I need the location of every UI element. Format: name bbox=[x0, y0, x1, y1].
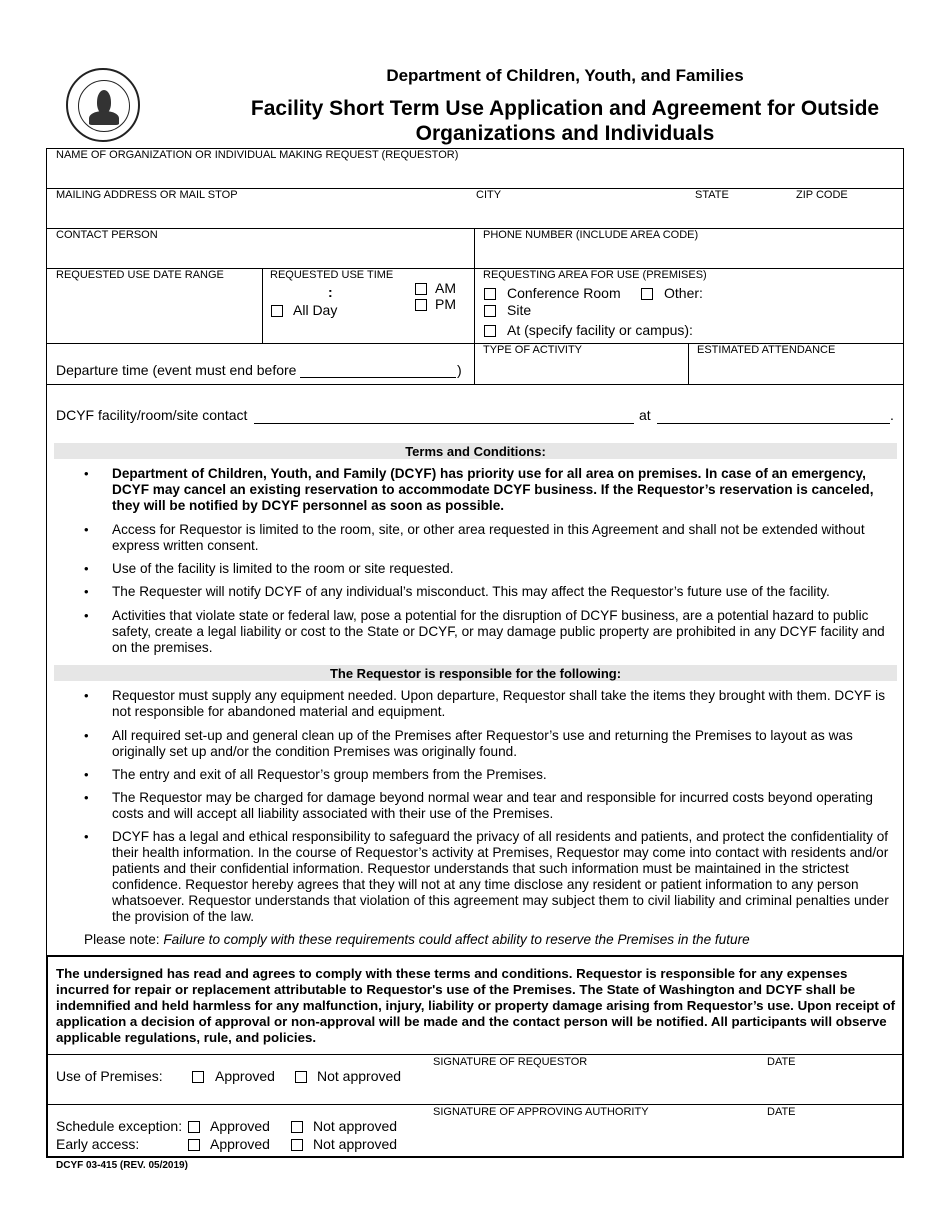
row-divider bbox=[46, 384, 904, 385]
bullet: • bbox=[84, 767, 89, 782]
early-access-not-approved-checkbox[interactable] bbox=[291, 1139, 303, 1151]
schedule-not-approved-label: Not approved bbox=[313, 1118, 398, 1134]
terms-item: Department of Children, Youth, and Family (DCYF) has priority use for all area on premises. In case of an emergency, DCYF may cancel an existing reservation to accommodate DCYF business. If the Requestor’s reservation is canceled, they will be notified by DCYF personnel as soon as possible. bbox=[112, 466, 874, 513]
at-facility-checkbox[interactable] bbox=[484, 325, 496, 337]
dcyf-contact-label: DCYF facility/room/site contact bbox=[56, 407, 248, 423]
departure-close-paren: ) bbox=[457, 362, 462, 378]
terms-item: Activities that violate state or federal law, pose a potential for the disruption of DCYF business, are a potential hazard to public safety, create a legal liability or cost to the State or DCYF, or may damage public property are prohibited in any DCYF facility and on the premises. bbox=[112, 608, 885, 655]
responsibility-item: The Requestor may be charged for damage beyond normal wear and tear and responsible for incurred costs beyond operating costs and will accept all liability associated with their use of the Premises. bbox=[112, 790, 873, 821]
other-checkbox[interactable] bbox=[641, 288, 653, 300]
signature-authority-field[interactable] bbox=[430, 1120, 760, 1154]
city-label: CITY bbox=[476, 189, 502, 201]
mailing-address-field[interactable] bbox=[50, 202, 470, 226]
terms-item: Access for Requestor is limited to the room, site, or other area requested in this Agreement and shall not be extended without express written consent. bbox=[112, 522, 865, 553]
responsibility-item: Requestor must supply any equipment needed. Upon departure, Requestor shall take the items they brought with them. DCYF is not responsible for abandoned material and equipment. bbox=[112, 688, 885, 719]
schedule-exception-label: Schedule exception: bbox=[56, 1118, 183, 1134]
terms-item: The Requester will notify DCYF of any individual’s misconduct. This may affect the Requestor’s future use of the facility. bbox=[112, 584, 830, 599]
requestor-date-field[interactable] bbox=[765, 1070, 897, 1100]
seal-inner-ring bbox=[78, 80, 130, 132]
estimated-attendance-label: ESTIMATED ATTENDANCE bbox=[697, 344, 836, 356]
all-day-label: All Day bbox=[293, 302, 338, 318]
contact-person-label: CONTACT PERSON bbox=[56, 229, 158, 241]
early-access-label: Early access: bbox=[56, 1136, 140, 1152]
phone-number-label: PHONE NUMBER (INCLUDE AREA CODE) bbox=[483, 229, 699, 241]
use-of-premises-label: Use of Premises: bbox=[56, 1068, 163, 1084]
bullet: • bbox=[84, 790, 89, 805]
type-of-activity-label: TYPE OF ACTIVITY bbox=[483, 344, 583, 356]
responsibility-item: The entry and exit of all Requestor’s group members from the Premises. bbox=[112, 767, 547, 782]
all-day-checkbox[interactable] bbox=[271, 305, 283, 317]
am-label: AM bbox=[435, 280, 456, 296]
responsibility-item: All required set-up and general clean up of the Premises after Requestor’s use and returning the Premises to layout as was originally set up and/or the condition Premises was originally found. bbox=[112, 728, 853, 759]
seal-portrait-body bbox=[89, 111, 119, 125]
responsibilities-heading: The Requestor is responsible for the following: bbox=[329, 666, 622, 681]
at-facility-label: At (specify facility or campus): bbox=[507, 322, 693, 338]
date-range-field[interactable] bbox=[50, 284, 258, 340]
site-checkbox[interactable] bbox=[484, 305, 496, 317]
bullet: • bbox=[84, 584, 89, 599]
pm-label: PM bbox=[435, 296, 456, 312]
terms-item: Use of the facility is limited to the room or site requested. bbox=[112, 561, 454, 576]
zip-code-field[interactable] bbox=[796, 202, 900, 226]
please-note-prefix: Please note: bbox=[84, 932, 164, 947]
please-note bbox=[84, 932, 900, 947]
area-for-use-label: REQUESTING AREA FOR USE (PREMISES) bbox=[483, 269, 707, 281]
please-note-text: Failure to comply with these requirements could affect ability to reserve the Premises in the future bbox=[163, 932, 750, 947]
signature-authority-label: SIGNATURE OF APPROVING AUTHORITY bbox=[433, 1106, 649, 1118]
authority-date-label: DATE bbox=[767, 1106, 796, 1118]
contact-person-field[interactable] bbox=[50, 242, 470, 266]
responsibility-item: DCYF has a legal and ethical responsibility to safeguard the privacy of all residents and patients, and protect the confidentiality of their health information. In the course of Requestor’s activity at Premises, Requestor may come into contact with residents and/or patients and their confidential information. Requestor understands that such information must be maintained in the strictest confidence. Requestor hereby agrees that they will not at any time disclose any resident or patient information to any person whatsoever. Requestor understands that violation of this agreement may subject them to civil liability and criminal penalties under the provision of the law. bbox=[112, 829, 889, 924]
time-colon: : bbox=[328, 284, 333, 300]
agreement-text: The undersigned has read and agrees to comply with these terms and conditions. Requestor is responsible for any expenses incurred for repair or replacement attributable to Requestor's use of the Premises. The State of Washington and DCYF shall be indemnified and held harmless for any malfunction, injury, liability or property damage arising from Requestor’s use. Upon receipt of application a decision of approval or non-approval will be made and the contact person will be notified. All participants will observe applicable regulations, rule, and policies. bbox=[56, 966, 896, 1045]
dcyf-contact-at-label: at bbox=[639, 407, 651, 423]
column-divider bbox=[474, 228, 475, 384]
terms-heading: Terms and Conditions: bbox=[405, 444, 546, 459]
schedule-not-approved-checkbox[interactable] bbox=[291, 1121, 303, 1133]
departure-time-field[interactable] bbox=[300, 377, 456, 378]
conference-room-label: Conference Room bbox=[507, 285, 621, 301]
form-title bbox=[220, 96, 910, 146]
departure-time-label: Departure time (event must end before bbox=[56, 362, 297, 378]
row-divider bbox=[46, 228, 904, 229]
schedule-approved-checkbox[interactable] bbox=[188, 1121, 200, 1133]
requestor-name-label: NAME OF ORGANIZATION OR INDIVIDUAL MAKING REQUEST (REQUESTOR) bbox=[56, 149, 459, 161]
state-seal-logo bbox=[66, 68, 140, 142]
requestor-date-label: DATE bbox=[767, 1056, 796, 1068]
mailing-address-label: MAILING ADDRESS OR MAIL STOP bbox=[56, 189, 238, 201]
early-access-approved-checkbox[interactable] bbox=[188, 1139, 200, 1151]
bullet: • bbox=[84, 728, 89, 743]
dcyf-contact-period: . bbox=[890, 407, 894, 423]
bullet: • bbox=[84, 561, 89, 576]
zip-code-label: ZIP CODE bbox=[796, 189, 848, 201]
early-access-not-approved-label: Not approved bbox=[313, 1136, 398, 1152]
conference-room-checkbox[interactable] bbox=[484, 288, 496, 300]
bullet: • bbox=[84, 829, 89, 844]
bullet: • bbox=[84, 466, 89, 481]
type-of-activity-field[interactable] bbox=[480, 358, 684, 382]
form-title-line2: Organizations and Individuals bbox=[415, 122, 715, 145]
authority-date-field[interactable] bbox=[765, 1120, 897, 1154]
state-label: STATE bbox=[695, 189, 729, 201]
am-checkbox[interactable] bbox=[415, 283, 427, 295]
pm-checkbox[interactable] bbox=[415, 299, 427, 311]
site-label: Site bbox=[507, 302, 532, 318]
use-time-label: REQUESTED USE TIME bbox=[270, 269, 394, 281]
premises-approved-checkbox[interactable] bbox=[192, 1071, 204, 1083]
department-name: Department of Children, Youth, and Families bbox=[386, 66, 744, 85]
date-range-label: REQUESTED USE DATE RANGE bbox=[56, 269, 224, 281]
signature-requestor-field[interactable] bbox=[430, 1070, 760, 1100]
column-divider bbox=[262, 268, 263, 343]
dcyf-contact-field[interactable] bbox=[254, 423, 634, 424]
schedule-approved-label: Approved bbox=[210, 1118, 270, 1134]
premises-not-approved-label: Not approved bbox=[317, 1068, 402, 1084]
other-label: Other: bbox=[664, 285, 703, 301]
form-title-line1: Facility Short Term Use Application and Agreement for Outside bbox=[250, 97, 880, 120]
dcyf-contact-at-field[interactable] bbox=[657, 423, 890, 424]
form-number: DCYF 03-415 (REV. 05/2019) bbox=[56, 1160, 188, 1171]
city-field[interactable] bbox=[476, 202, 691, 226]
column-divider bbox=[688, 343, 689, 384]
bullet: • bbox=[84, 522, 89, 537]
phone-number-field[interactable] bbox=[480, 242, 900, 266]
premises-not-approved-checkbox[interactable] bbox=[295, 1071, 307, 1083]
bullet: • bbox=[84, 608, 89, 623]
early-access-approved-label: Approved bbox=[210, 1136, 270, 1152]
estimated-attendance-field[interactable] bbox=[694, 358, 900, 382]
requestor-name-field[interactable] bbox=[50, 162, 900, 186]
bullet: • bbox=[84, 688, 89, 703]
state-field[interactable] bbox=[695, 202, 791, 226]
signature-requestor-label: SIGNATURE OF REQUESTOR bbox=[433, 1056, 588, 1068]
premises-approved-label: Approved bbox=[215, 1068, 275, 1084]
